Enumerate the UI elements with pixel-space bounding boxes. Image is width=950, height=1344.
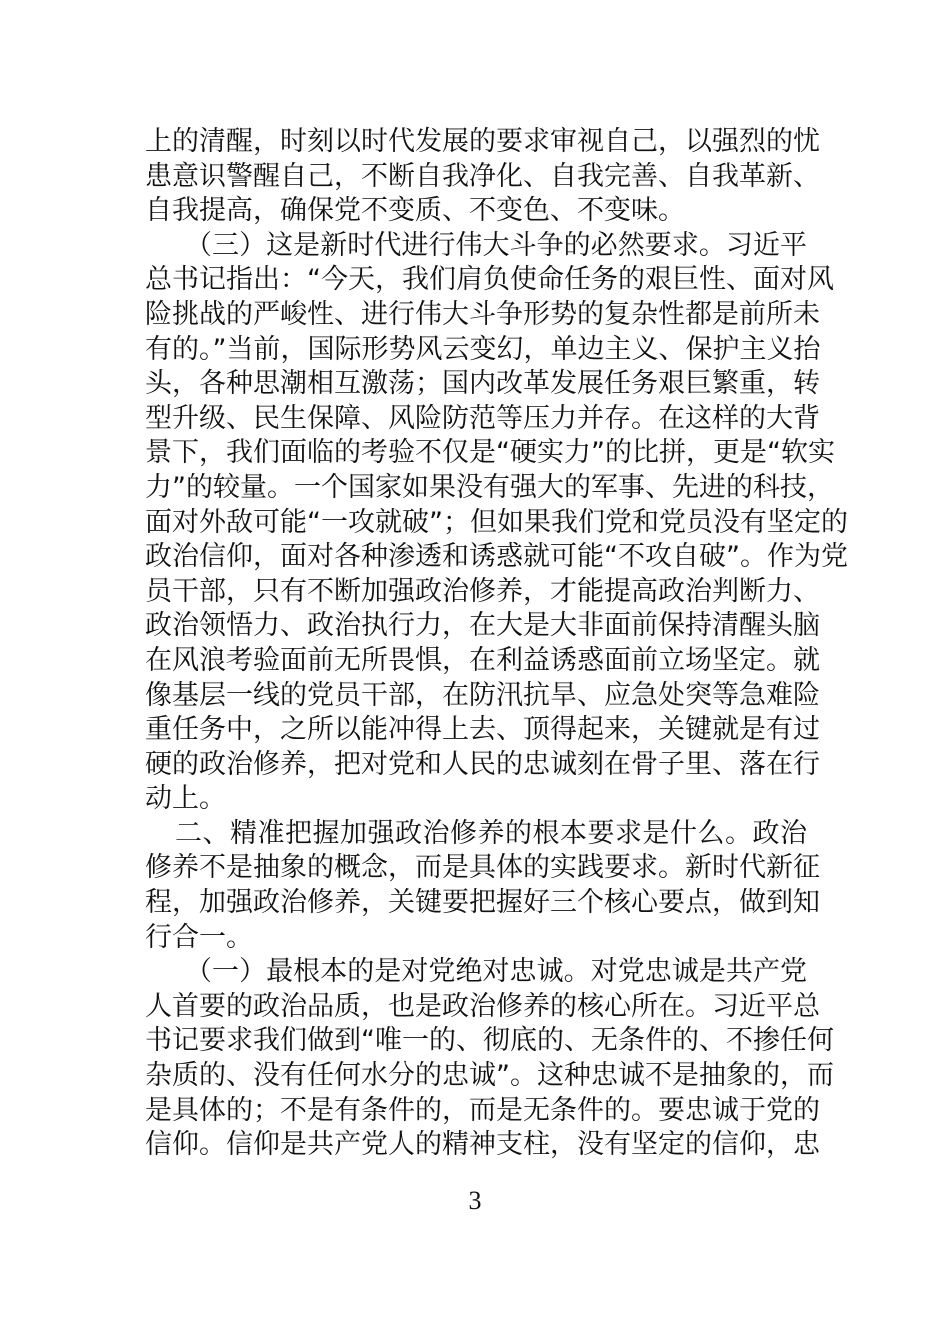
text-line: （三）这是新时代进行伟大斗争的必然要求。习近平 — [185, 229, 807, 261]
text-line: 上的清醒，时刻以时代发展的要求审视自己，以强烈的忧 — [145, 126, 820, 157]
text-line: 险挑战的严峻性、进行伟大斗争形势的复杂性都是前所未 — [145, 298, 820, 330]
text-line: 重任务中，之所以能冲得上去、顶得起来，关键就是有过 — [145, 714, 820, 746]
text-line: 硬的政治修养，把对党和人民的忠诚刻在骨子里、落在行 — [145, 748, 820, 780]
text-line: 程，加强政治修养，关键要把握好三个核心要点，做到知 — [145, 887, 820, 919]
text-line: 景下，我们面临的考验不仅是“硬实力”的比拼，更是“软实 — [145, 437, 835, 469]
text-line: 书记要求我们做到“唯一的、彻底的、无条件的、不掺任何 — [145, 1025, 834, 1057]
text-line: 政治信仰，面对各种渗透和诱惑就可能“不攻自破”。作为党 — [145, 541, 848, 573]
text-line: 动上。 — [145, 783, 226, 815]
text-line: 像基层一线的党员干部，在防汛抗旱、应急处突等急难险 — [145, 679, 820, 711]
page-number: 3 — [468, 1186, 482, 1215]
text-line: 行合一。 — [145, 921, 253, 953]
text-line: （一）最根本的是对党绝对忠诚。对党忠诚是共产党 — [185, 956, 807, 988]
text-line: 人首要的政治品质，也是政治修养的核心所在。习近平总 — [145, 990, 820, 1022]
text-line: 杂质的、没有任何水分的忠诚”。这种忠诚不是抽象的，而 — [145, 1060, 834, 1092]
text-line: 在风浪考验面前无所畏惧，在利益诱惑面前立场坚定。就 — [145, 644, 820, 676]
text-line: 是具体的；不是有条件的，而是无条件的。要忠诚于党的 — [145, 1094, 820, 1126]
text-line: 有的。”当前，国际形势风云变幻，单边主义、保护主义抬 — [145, 333, 821, 365]
text-line: 型升级、民生保障、风险防范等压力并存。在这样的大背 — [145, 402, 820, 434]
text-line: 信仰。信仰是共产党人的精神支柱，没有坚定的信仰，忠 — [145, 1129, 820, 1161]
text-line: 面对外敌可能“一攻就破”；但如果我们党和党员没有坚定的 — [145, 506, 848, 538]
text-line: 修养不是抽象的概念，而是具体的实践要求。新时代新征 — [145, 852, 820, 884]
text-line: 员干部，只有不断加强政治修养，才能提高政治判断力、 — [145, 575, 820, 607]
text-line: 总书记指出：“今天，我们肩负使命任务的艰巨性、面对风 — [145, 264, 834, 296]
text-line: 二、精准把握加强政治修养的根本要求是什么。政治 — [175, 817, 807, 849]
text-line: 患意识警醒自己，不断自我净化、自我完善、自我革新、 — [145, 160, 820, 192]
text-line: 力”的较量。一个国家如果没有强大的军事、先进的科技， — [145, 471, 834, 503]
document-body — [145, 125, 848, 1163]
text-line: 自我提高，确保党不变质、不变色、不变味。 — [145, 195, 685, 227]
text-line: 头，各种思潮相互激荡；国内改革发展任务艰巨繁重，转 — [145, 368, 820, 400]
text-line: 政治领悟力、政治执行力，在大是大非面前保持清醒头脑 — [145, 610, 820, 642]
